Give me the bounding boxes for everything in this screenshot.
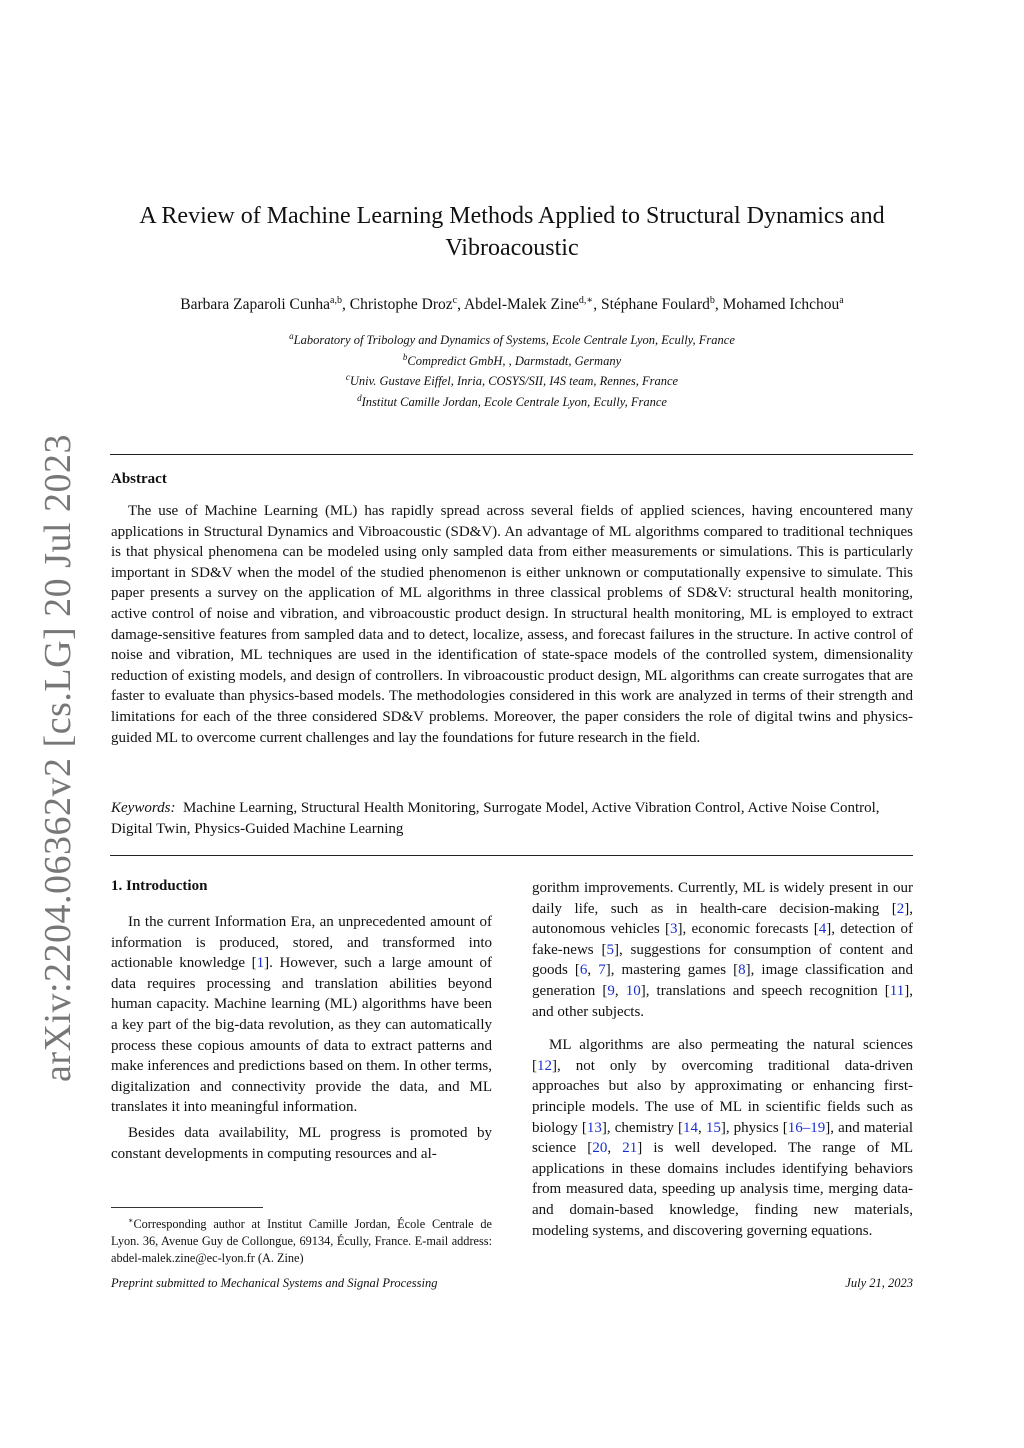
keywords <box>111 798 913 839</box>
paragraph-text: ], image classification and generation [ <box>532 962 913 999</box>
author <box>180 296 349 313</box>
paragraph-text: , <box>607 1140 623 1157</box>
author-separator: , <box>593 296 601 314</box>
paragraph-text: ], not only by overcoming traditional data-driven approaches but also by approximating or enhancing first-principle models. The use of ML in scientific fields such as biology [ <box>532 1057 913 1136</box>
citation-link[interactable]: 7 <box>598 962 606 979</box>
affiliation-text: Compredict GmbH, , Darmstadt, Germany <box>407 353 622 368</box>
citation-link[interactable]: 16–19 <box>787 1119 826 1136</box>
author-list <box>112 290 912 316</box>
abstract-heading: Abstract <box>111 471 167 487</box>
paragraph-text: ], chemistry [ <box>601 1119 683 1136</box>
citation-link[interactable]: 10 <box>625 982 641 999</box>
footer-journal: Preprint submitted to Mechanical Systems and Signal Processing <box>111 1276 438 1290</box>
author-separator: , <box>457 296 464 314</box>
affiliation-marker: a <box>289 331 294 341</box>
paragraph-text: ], detection of fake-news [ <box>532 921 913 958</box>
citation-link[interactable]: 15 <box>705 1119 721 1136</box>
citation-link[interactable]: 21 <box>622 1140 638 1157</box>
affiliation <box>112 369 912 390</box>
citation-link[interactable]: 6 <box>579 962 588 979</box>
abstract-text: The use of Machine Learning (ML) has rapidly spread across several fields of applied sciences, having encountered many applications in Structural Dynamics and Vibroacoustic (SD&V). An advantage of ML algorithms compared to traditional techniques is that physical phenomena can be modeled using only sampled data from either measurements or simulations. This is particularly important in SD&V when the model of the studied phenomenon is either unknown or computationally expensive to simulate. This paper presents a survey on the application of ML algorithms in three classical problems of SD&V: structural health monitoring, active control of noise and vibration, and vibroacoustic product design. In structural health monitoring, ML is employed to extract damage-sensitive features from sampled data and to detect, localize, assess, and forecast failures in the structure. In active control of noise and vibration, ML techniques are used in the identification of state-space models of the controlled system, dimensionality reduction of existing models, and design of controllers. In vibroacoustic product design, ML algorithms can create surrogates that are faster to evaluate than physics-based models. The methodologies considered in this work are analyzed in terms of their strength and limitations for each of the three considered SD&V problems. Moreover, the paper considers the role of digital twins and physics-guided ML to overcome current challenges and lay the foundations for future research in the field. <box>111 503 913 746</box>
author-name: Barbara Zaparoli Cunha <box>180 296 331 314</box>
paragraph <box>111 1123 492 1164</box>
paragraph-text: ]. However, such a large amount of data requires processing and translation abilities beyond human capacity. Machine learning (ML) algorithms have been a key part of the big-data revolution, as they can automatically process these copious amounts of data to extract patterns and make inferences and predictions based on them. In other terms, digitalization and connectivity provide the data, and ML translates it into meaningful information. <box>111 955 492 1116</box>
author-separator: , <box>341 296 350 314</box>
affiliation-marker: d <box>357 392 362 403</box>
section-heading-introduction: 1. Introduction <box>111 878 208 894</box>
citation-link[interactable]: 13 <box>586 1119 602 1136</box>
paragraph-text: ML algorithms are also permeating the natural sciences [ <box>532 1037 913 1074</box>
paragraph-text: , <box>698 1119 706 1136</box>
paragraph-text: In the current Information Era, an unprecedented amount of information is produced, stored, and transformed into actionable knowledge [ <box>111 914 492 972</box>
paragraph-text: , <box>614 982 626 999</box>
arxiv-identifier: arXiv:2204.06362v2 [cs.LG] 20 Jul 2023 <box>37 433 79 1083</box>
author <box>350 296 464 313</box>
citation-link[interactable]: 2 <box>896 900 905 917</box>
affiliation-text: Institut Camille Jordan, Ecole Centrale Lyon, Ecully, France <box>361 395 667 410</box>
citation-link[interactable]: 14 <box>683 1119 698 1136</box>
author-affiliation-marker: b <box>709 295 715 306</box>
paragraph-text: ], and other subjects. <box>532 982 913 1020</box>
author <box>601 296 723 313</box>
left-column <box>111 912 492 1164</box>
affiliation-marker: b <box>402 351 408 362</box>
citation-link[interactable]: 12 <box>537 1057 552 1074</box>
keywords-label: Keywords: <box>111 800 176 816</box>
paragraph-text: ], mastering games [ <box>605 962 739 979</box>
paragraph-text: ], suggestions for consumption of content and goods [ <box>532 941 913 979</box>
affiliation-list <box>112 328 912 411</box>
footer-date: July 21, 2023 <box>845 1276 913 1290</box>
right-column <box>532 878 913 1241</box>
abstract-bottom-rule <box>110 855 913 856</box>
author-name: Abdel-Malek Zine <box>463 296 579 314</box>
citation-link[interactable]: 20 <box>592 1140 608 1157</box>
author <box>464 296 601 313</box>
author-name: Christophe Droz <box>349 296 453 314</box>
affiliation <box>112 349 912 370</box>
affiliation-text: Univ. Gustave Eiffel, Inria, COSYS/SII, I4S team, Rennes, France <box>349 374 679 389</box>
author-name: Stéphane Foulard <box>600 296 710 314</box>
paragraph-text: ], translations and speech recognition [ <box>640 982 890 999</box>
paragraph <box>532 1035 913 1241</box>
citation-link[interactable]: 9 <box>607 982 615 999</box>
keywords-text: Machine Learning, Structural Health Monitoring, Surrogate Model, Active Vibration Control, Active Noise Control, Digital Twin, Physics-Guided Machine Learning <box>111 800 880 837</box>
citation-link[interactable]: 3 <box>670 921 678 938</box>
citation-link[interactable]: 8 <box>738 962 746 979</box>
author-separator: , <box>714 296 723 314</box>
paragraph <box>111 912 492 1118</box>
paragraph-text: ], autonomous vehicles [ <box>532 900 913 938</box>
footnote-rule <box>111 1207 263 1208</box>
author-affiliation-marker: a,b <box>330 295 342 306</box>
affiliation-marker: c <box>345 372 350 383</box>
paragraph <box>532 878 913 1022</box>
abstract-top-rule <box>110 454 913 455</box>
citation-link[interactable]: 4 <box>818 921 827 938</box>
footnote-text: Corresponding author at Institut Camille Jordan, École Centrale de Lyon. 36, Avenue Guy de Collongue, 69134, Écully, France. E-mail address: abdel-malek.zine@ec-lyon.fr (A. Zine) <box>111 1217 492 1266</box>
paragraph-text: , <box>587 962 599 979</box>
author-affiliation-marker: c <box>452 295 458 306</box>
author-affiliation-marker: a <box>839 295 844 306</box>
title-line-2: Vibroacoustic <box>445 235 579 261</box>
title-line-1: A Review of Machine Learning Methods Applied to Structural Dynamics and <box>139 203 885 229</box>
citation-link[interactable]: 1 <box>256 955 265 972</box>
citation-link[interactable]: 5 <box>606 941 614 958</box>
paper-title <box>112 200 912 264</box>
paragraph-text: gorithm improvements. Currently, ML is widely present in our daily life, such as in health-care decision-making [ <box>532 880 913 917</box>
citation-link[interactable]: 11 <box>889 982 905 999</box>
paragraph-text: ] is well developed. The range of ML applications in these domains includes identifying behaviors from measured data, speeding up analysis time, merging data- and domain-based knowledge, finding new materials, modeling systems, and discovering governing equations. <box>532 1140 913 1239</box>
affiliation <box>112 390 912 411</box>
paragraph-text: ], and material science [ <box>532 1119 913 1157</box>
corresponding-author-footnote <box>111 1212 492 1267</box>
author <box>723 296 844 313</box>
paragraph-text: ], physics [ <box>720 1119 788 1136</box>
paragraph-text: ], economic forecasts [ <box>677 921 819 938</box>
author-affiliation-marker: d,∗ <box>578 295 594 306</box>
affiliation-text: Laboratory of Tribology and Dynamics of Systems, Ecole Centrale Lyon, Ecully, France <box>293 333 735 348</box>
author-name: Mohamed Ichchou <box>722 296 840 314</box>
paragraph-text: Besides data availability, ML progress is promoted by constant developments in computing resources and al- <box>111 1124 492 1162</box>
footnote-marker: ∗ <box>128 1216 134 1225</box>
affiliation <box>112 328 912 349</box>
